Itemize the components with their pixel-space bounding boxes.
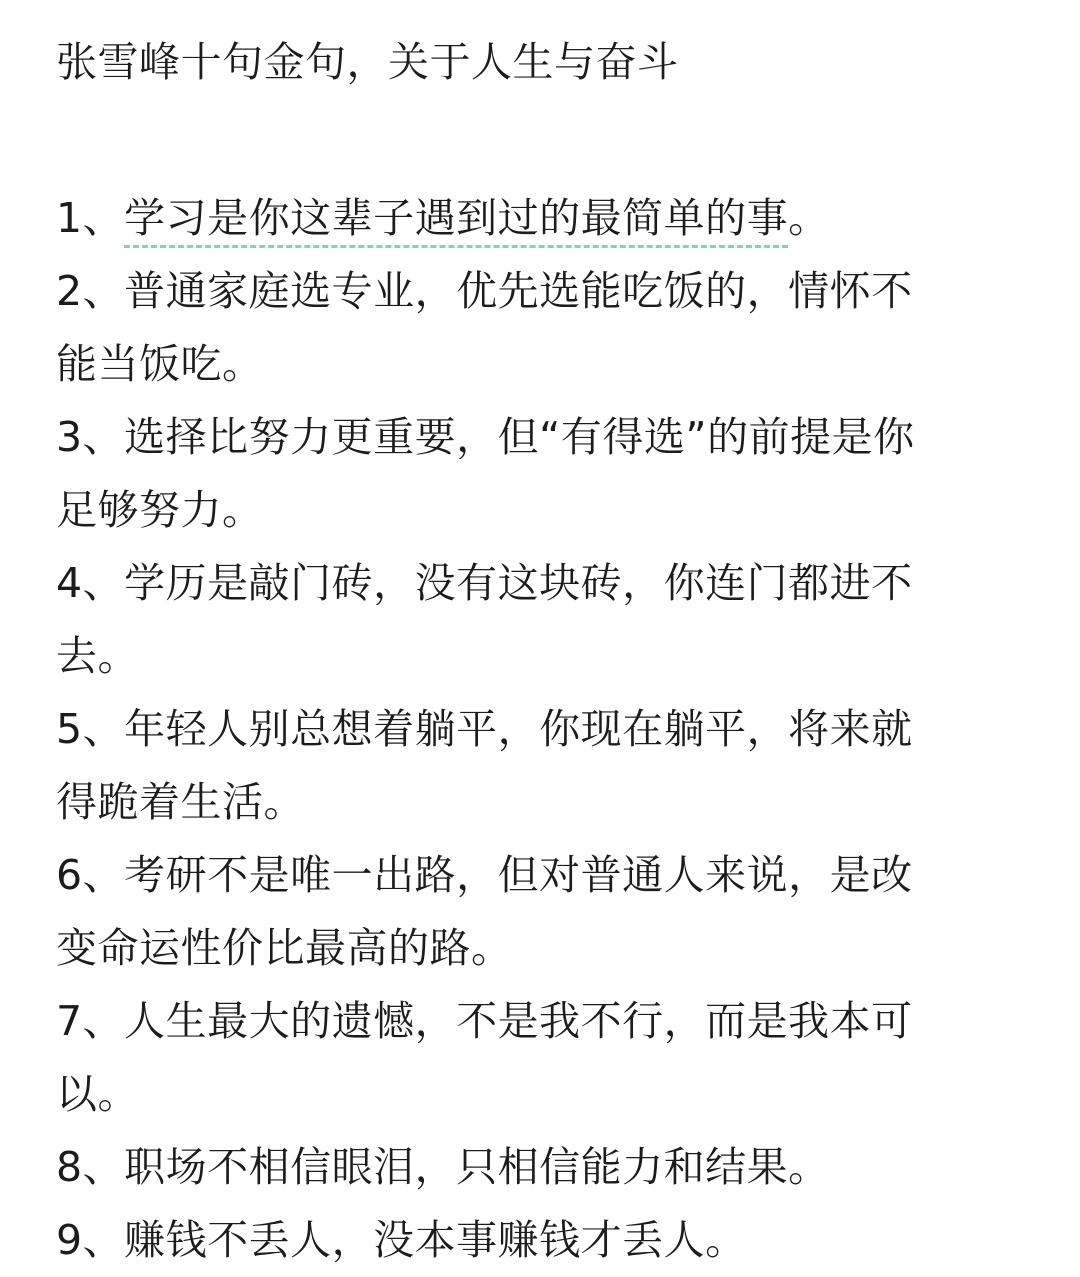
item-separator: 、: [82, 194, 125, 242]
item-number: 2: [56, 267, 83, 315]
item-text-line-2: 以。: [56, 1070, 139, 1118]
item-text-line-1: 、职场不相信眼泪，只相信能力和结果。: [82, 1143, 830, 1191]
list-item-7-cont: [56, 1058, 1016, 1131]
list-item-3: [56, 401, 1016, 474]
item-number: 9: [56, 1216, 83, 1264]
list-item-8: [56, 1131, 1016, 1204]
page-title: 张雪峰十句金句，关于人生与奋斗: [56, 38, 679, 86]
list-item-7: [56, 985, 1016, 1058]
item-number: 3: [56, 413, 83, 461]
list-item-1: [56, 182, 1016, 255]
list-item-3-cont: [56, 474, 1016, 547]
list-item-5: [56, 693, 1016, 766]
item-text-line-2: 能当饭吃。: [56, 340, 264, 388]
item-text-line-1: 、人生最大的遗憾，不是我不行，而是我本可: [82, 997, 913, 1045]
item-number: 6: [56, 851, 83, 899]
underlined-phrase[interactable]: 学习是你这辈子遇到过的最简单的事: [124, 194, 788, 248]
item-text-line-1: 、赚钱不丢人，没本事赚钱才丢人。: [82, 1216, 747, 1264]
item-text-line-1: 、学历是敲门砖，没有这块砖，你连门都进不: [82, 559, 913, 607]
list-item-4-cont: [56, 620, 1016, 693]
item-number: 4: [56, 559, 83, 607]
list-item-4: [56, 547, 1016, 620]
item-text-line-1: 、年轻人别总想着躺平，你现在躺平，将来就: [82, 705, 913, 753]
item-number: 5: [56, 705, 83, 753]
list-item-2: [56, 255, 1016, 328]
list-item-9: [56, 1204, 1016, 1277]
item-text-line-1: 、普通家庭选专业，优先选能吃饭的，情怀不: [82, 267, 913, 315]
item-number: 7: [56, 997, 83, 1045]
quote-list: [56, 182, 1016, 1277]
item-text-line-2: 足够努力。: [56, 486, 264, 534]
item-text-line-2: 去。: [56, 632, 139, 680]
list-item-5-cont: [56, 766, 1016, 839]
item-end-punct: 。: [788, 194, 830, 242]
item-text-line-2: 得跪着生活。: [56, 778, 305, 826]
list-item-6-cont: [56, 912, 1016, 985]
item-text-line-2: 变命运性价比最高的路。: [56, 924, 513, 972]
item-text-line-1: 、考研不是唯一出路，但对普通人来说，是改: [82, 851, 913, 899]
item-number: 8: [56, 1143, 83, 1191]
list-item-6: [56, 839, 1016, 912]
list-item-2-cont: [56, 328, 1016, 401]
item-number: 1: [56, 194, 83, 242]
item-text-line-1: 、选择比努力更重要，但“有得选”的前提是你: [82, 413, 915, 461]
